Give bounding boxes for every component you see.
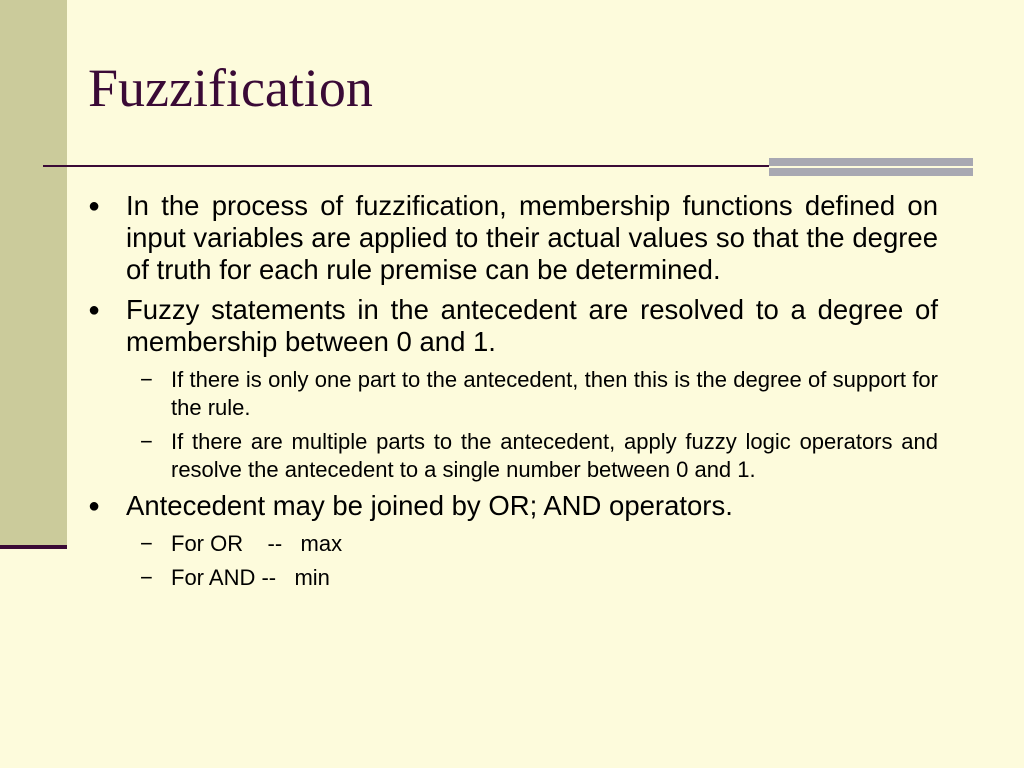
dash-marker: −: [140, 531, 153, 556]
sub-bullet-item: [88, 428, 938, 484]
bullet-item: [88, 190, 938, 286]
bullet-text: Fuzzy statements in the antecedent are resolved to a degree of membership between 0 and 1.: [126, 294, 938, 357]
bullet-item: [88, 294, 938, 358]
slide-title: Fuzzification: [88, 58, 373, 118]
title-divider-accent: [769, 158, 973, 178]
sub-bullet-item: [88, 564, 938, 592]
bullet-marker: ●: [88, 299, 101, 321]
bullet-marker: ●: [88, 195, 101, 217]
sub-bullet-item: [88, 366, 938, 422]
sub-bullet-item: [88, 530, 938, 558]
slide-body: [88, 190, 938, 598]
sub-bullet-text: If there is only one part to the antecedent, then this is the degree of support for the rule.: [171, 367, 938, 420]
accent-bar-bottom: [769, 168, 973, 176]
dash-marker: −: [140, 565, 153, 590]
title-divider-line: [43, 165, 769, 167]
dash-marker: −: [140, 429, 153, 454]
bullet-item: [88, 490, 938, 522]
bullet-marker: ●: [88, 495, 101, 517]
bullet-text: In the process of fuzzification, membership functions defined on input variables are applied to their actual values so that the degree of truth for each rule premise can be determined.: [126, 190, 938, 285]
bullet-text: Antecedent may be joined by OR; AND operators.: [126, 490, 733, 521]
accent-bar-top: [769, 158, 973, 166]
left-decorative-band: [0, 0, 67, 545]
sub-bullet-text: For AND -- min: [171, 565, 330, 590]
sub-bullet-text: For OR -- max: [171, 531, 343, 556]
left-band-underline: [0, 545, 67, 549]
dash-marker: −: [140, 367, 153, 392]
sub-bullet-text: If there are multiple parts to the antecedent, apply fuzzy logic operators and resolve the antecedent to a single number between 0 and 1.: [171, 429, 938, 482]
